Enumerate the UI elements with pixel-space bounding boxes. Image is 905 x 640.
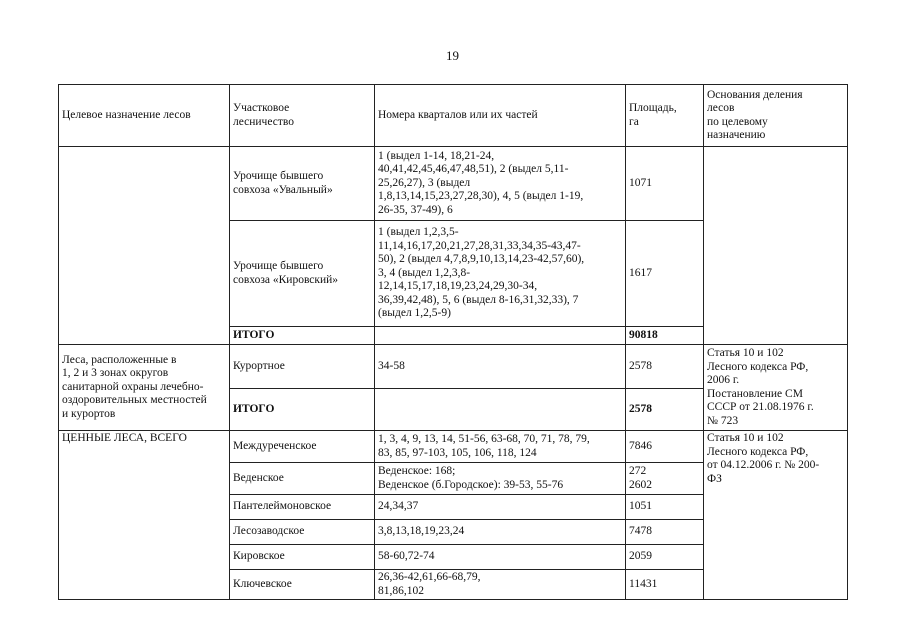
- quarters-cell: 26,36-42,61,66-68,79, 81,86,102: [375, 570, 626, 600]
- quarters-cell: 1 (выдел 1,2,3,5- 11,14,16,17,20,21,27,28,31,33,34,35-43,47- 50), 2 (выдел 4,7,8,9,10,13,14,23-42,57,60), 3, 4 (выдел 1,2,3,8- 12,14,15,17,18,19,23,24,29,30-34, 36,39,42,48), 5, 6 (выдел 8-16,31,32,33), 7 (выдел 1,2,5-9): [375, 221, 626, 327]
- forestry-cell: Ключевское: [230, 570, 375, 600]
- quarters-cell: 3,8,13,18,19,23,24: [375, 520, 626, 545]
- quarters-cell: 1 (выдел 1-14, 18,21-24, 40,41,42,45,46,47,48,51), 2 (выдел 5,11- 25,26,27), 3 (выдел 1,8,13,14,15,23,27,28,30), 4, 5 (выдел 1-19, 26-35, 37-49), 6: [375, 147, 626, 221]
- block2-purpose: Леса, расположенные в 1, 2 и 3 зонах округов санитарной охраны лечебно- оздоровительных местностей и курортов: [59, 345, 230, 431]
- forestry-cell: Курортное: [230, 345, 375, 389]
- header-row: [59, 85, 848, 147]
- total-label: ИТОГО: [230, 327, 375, 345]
- block1-purpose: [59, 147, 230, 345]
- quarters-cell: 58-60,72-74: [375, 545, 626, 570]
- quarters-cell: 24,34,37: [375, 495, 626, 520]
- area-cell: 1051: [626, 495, 704, 520]
- header-purpose: Целевое назначение лесов: [59, 85, 230, 147]
- area-cell: 1071: [626, 147, 704, 221]
- forestry-cell: Лесозаводское: [230, 520, 375, 545]
- header-basis: Основания деления лесов по целевому назначению: [704, 85, 848, 147]
- total-label: ИТОГО: [230, 389, 375, 431]
- forestry-cell: Веденское: [230, 463, 375, 495]
- area-cell: 7478: [626, 520, 704, 545]
- forestry-cell: Кировское: [230, 545, 375, 570]
- total-area: 2578: [626, 389, 704, 431]
- area-cell: 7846: [626, 431, 704, 463]
- block1-basis: [704, 147, 848, 345]
- area-cell: 2578: [626, 345, 704, 389]
- header-quarters: Номера кварталов или их частей: [375, 85, 626, 147]
- forestry-cell: Урочище бывшего совхоза «Кировский»: [230, 221, 375, 327]
- forestry-cell: Пантелеймоновское: [230, 495, 375, 520]
- page-number: 19: [446, 48, 459, 63]
- empty-cell: [375, 389, 626, 431]
- table-row: [59, 431, 848, 463]
- header-area: Площадь, га: [626, 85, 704, 147]
- forest-purpose-table: [58, 84, 848, 600]
- table-row: [59, 147, 848, 221]
- block2-basis: Статья 10 и 102 Лесного кодекса РФ, 2006 г. Постановление СМ СССР от 21.08.1976 г. № 723: [704, 345, 848, 431]
- area-cell: 11431: [626, 570, 704, 600]
- total-area: 90818: [626, 327, 704, 345]
- table-row: [59, 345, 848, 389]
- forestry-cell: Междуреченское: [230, 431, 375, 463]
- quarters-cell: 1, 3, 4, 9, 13, 14, 51-56, 63-68, 70, 71, 78, 79, 83, 85, 97-103, 105, 106, 118, 124: [375, 431, 626, 463]
- quarters-cell: Веденское: 168; Веденское (б.Городское): 39-53, 55-76: [375, 463, 626, 495]
- area-cell: 272 2602: [626, 463, 704, 495]
- header-forestry: Участковое лесничество: [230, 85, 375, 147]
- forestry-cell: Урочище бывшего совхоза «Увальный»: [230, 147, 375, 221]
- block3-purpose: ЦЕННЫЕ ЛЕСА, ВСЕГО: [59, 431, 230, 600]
- area-cell: 1617: [626, 221, 704, 327]
- empty-cell: [375, 327, 626, 345]
- block3-basis: Статья 10 и 102 Лесного кодекса РФ, от 04.12.2006 г. № 200- ФЗ: [704, 431, 848, 600]
- quarters-cell: 34-58: [375, 345, 626, 389]
- area-cell: 2059: [626, 545, 704, 570]
